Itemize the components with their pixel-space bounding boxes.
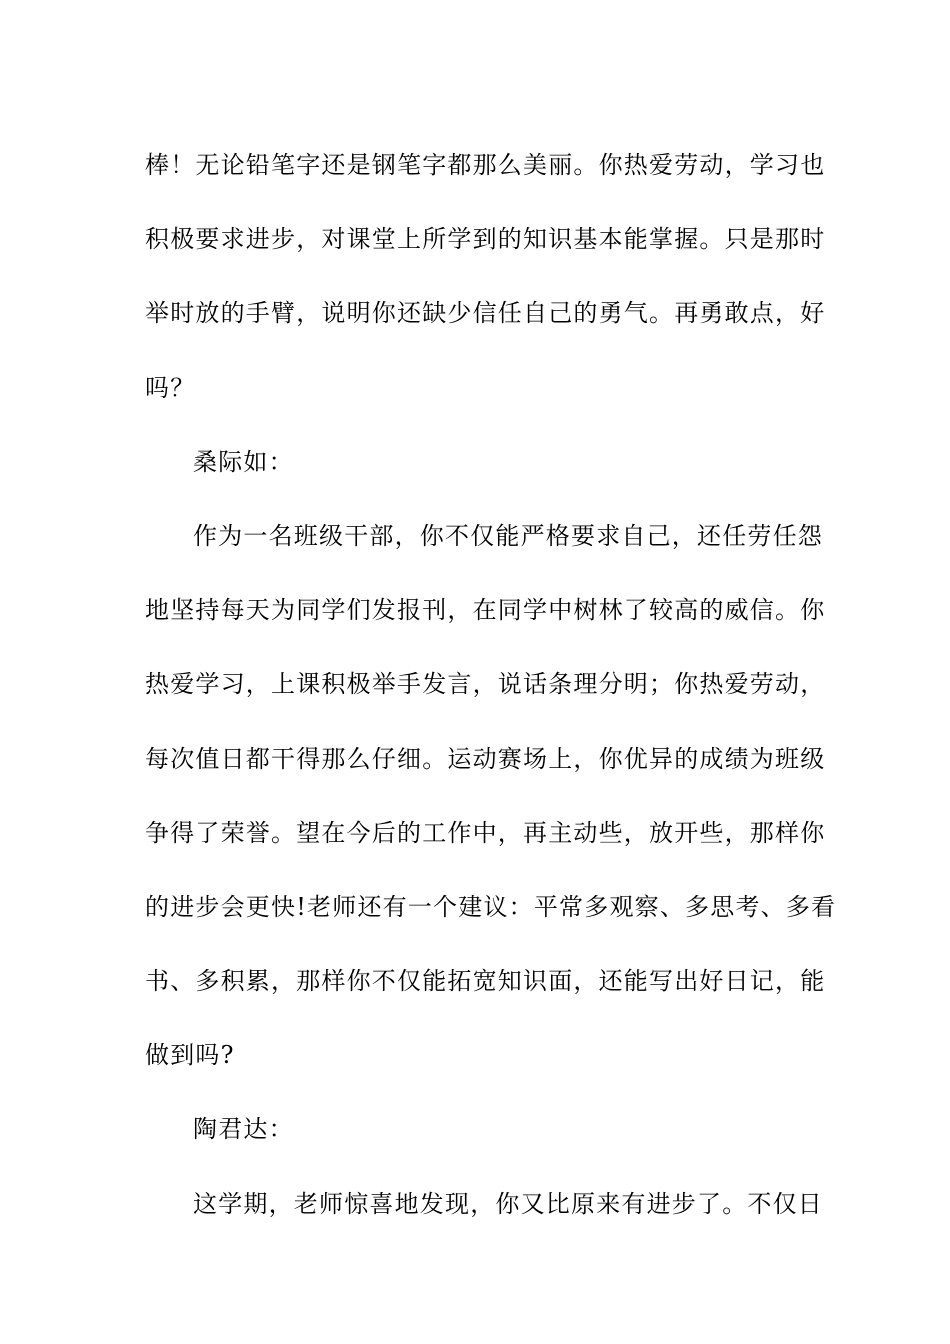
text-line: 地坚持每天为同学们发报刊，在同学中树林了较高的威信。你 <box>145 596 826 625</box>
text-line: 的进步会更快!老师还有一个建议：平常多观察、多思考、多看 <box>145 892 837 921</box>
text-line: 每次值日都干得那么仔细。运动赛场上，你优异的成绩为班级 <box>145 744 826 773</box>
text-line: 积极要求进步，对课堂上所学到的知识基本能掌握。只是那时 <box>145 225 826 254</box>
text-line: 争得了荣誉。望在今后的工作中，再主动些，放开些，那样你 <box>145 818 826 847</box>
student-name-heading: 桑际如： <box>193 447 294 476</box>
student-name-heading: 陶君达： <box>193 1115 294 1144</box>
text-line: 做到吗? <box>145 1041 235 1070</box>
text-line: 书、多积累，那样你不仅能拓宽知识面，还能写出好日记，能 <box>145 967 826 996</box>
text-line: 这学期，老师惊喜地发现，你又比原来有进步了。不仅日 <box>193 1189 823 1218</box>
text-line: 举时放的手臂，说明你还缺少信任自己的勇气。再勇敢点，好 <box>145 299 826 328</box>
text-line: 吗？ <box>145 373 196 402</box>
text-line: 作为一名班级干部，你不仅能严格要求自己，还任劳任怨 <box>193 521 823 550</box>
text-line: 热爱学习，上课积极举手发言，说话条理分明；你热爱劳动， <box>145 670 826 699</box>
text-line: 棒！无论铅笔字还是钢笔字都那么美丽。你热爱劳动，学习也 <box>145 151 826 179</box>
document-body <box>145 128 837 1241</box>
